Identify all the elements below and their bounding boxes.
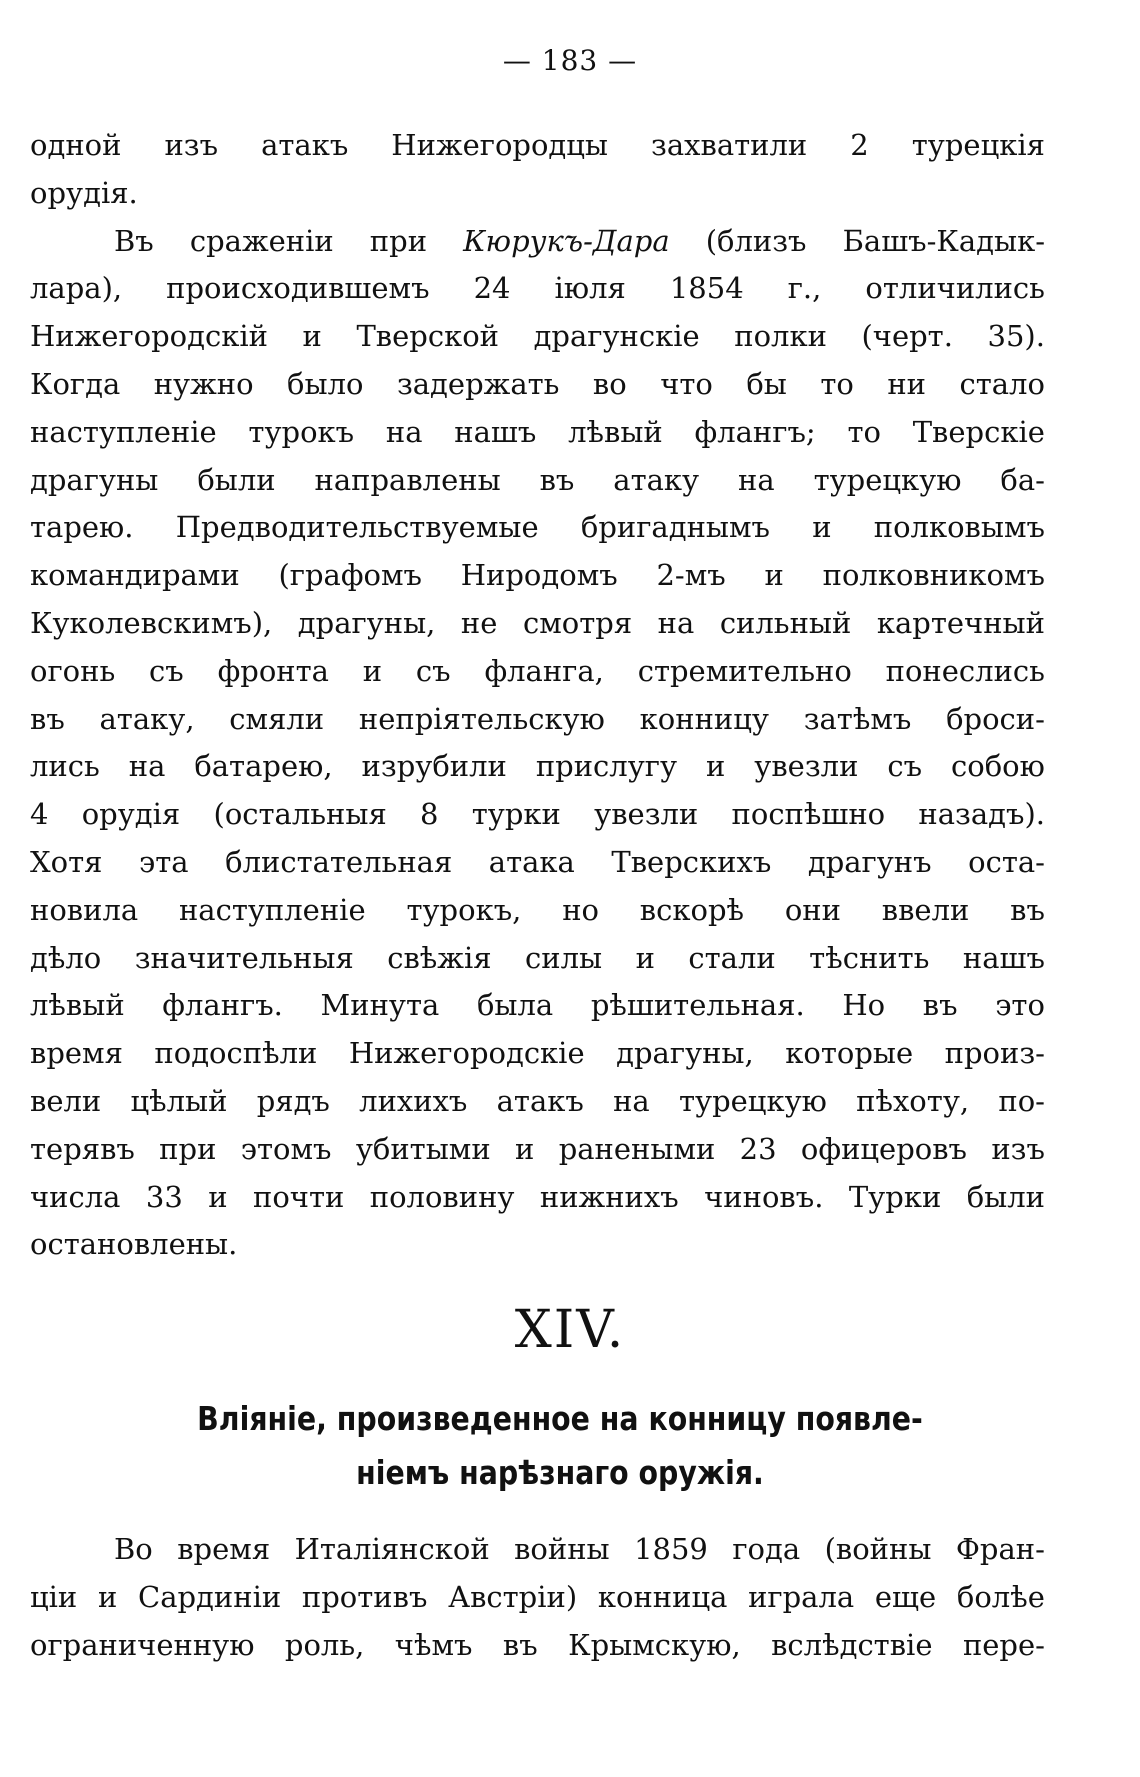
word: Во <box>114 1532 153 1566</box>
chapter-title-line: Вліяніе, произведенное на конницу появле- <box>197 1399 923 1438</box>
text-line <box>30 600 1045 648</box>
word: турокъ, <box>406 892 522 927</box>
word: и <box>97 1579 118 1614</box>
text-block-top <box>30 122 1045 1269</box>
word: назадъ). <box>918 797 1045 832</box>
word: было <box>287 366 364 401</box>
word: Нижегородцы <box>391 128 609 162</box>
word: Сардиніи <box>138 1579 282 1614</box>
word: блистательная <box>225 844 453 879</box>
word: и <box>635 940 655 975</box>
word: происходившемъ <box>166 271 430 306</box>
word: огонь <box>30 653 116 688</box>
text-line <box>30 218 1045 266</box>
word: драгуны, <box>297 605 436 640</box>
word: лись <box>30 749 100 784</box>
word: на <box>385 414 423 449</box>
word: на <box>613 1083 650 1118</box>
word: наступленіе <box>178 892 366 927</box>
word: драгунскіе <box>533 319 700 354</box>
word: флангъ. <box>162 988 283 1023</box>
word: (близъ <box>705 223 807 258</box>
word: въ <box>502 1627 538 1662</box>
text-line <box>30 409 1045 457</box>
word: (графомъ <box>278 558 422 593</box>
word: цѣлый <box>130 1083 228 1118</box>
word: Въ <box>114 223 154 258</box>
word: этомъ <box>240 1131 332 1166</box>
word: и <box>302 319 322 354</box>
text-line <box>30 1126 1045 1174</box>
word: 2-мъ <box>656 558 726 593</box>
word: которые <box>785 1036 914 1071</box>
word: нашъ <box>962 940 1045 975</box>
word: подоспѣли <box>154 1036 318 1071</box>
word: атакъ <box>496 1083 584 1118</box>
word: почти <box>252 1179 345 1214</box>
text-line <box>30 935 1045 983</box>
word: силы <box>525 940 603 975</box>
word: смяли <box>229 701 325 736</box>
text-line <box>30 313 1045 361</box>
word: были <box>197 462 276 497</box>
word: непріятельскую <box>358 701 605 736</box>
word: полковникомъ <box>822 558 1045 593</box>
word: турецкую <box>813 462 962 497</box>
word: съ <box>887 749 923 784</box>
word: Тверскіе <box>912 414 1045 449</box>
word: іюля <box>554 271 626 306</box>
text-line <box>30 1174 1045 1222</box>
word: Минута <box>320 988 440 1023</box>
word: играла <box>748 1579 855 1614</box>
word: Когда <box>30 366 121 401</box>
word: флангъ; <box>694 414 816 449</box>
word: что <box>660 366 713 401</box>
word: ни <box>887 366 927 401</box>
word: Хотя <box>30 844 103 879</box>
word: значительныя <box>134 940 354 975</box>
word: числа <box>30 1179 121 1214</box>
word: поспѣшно <box>731 797 886 832</box>
word: нижнихъ <box>539 1179 679 1214</box>
word: 33 <box>145 1179 183 1214</box>
word: 1859 <box>634 1532 708 1566</box>
word: и <box>812 510 832 545</box>
word: половину <box>369 1179 515 1214</box>
word: въ <box>1010 892 1045 927</box>
word: оста- <box>968 844 1045 879</box>
text-line <box>30 696 1045 744</box>
word: были <box>966 1179 1045 1214</box>
word: то <box>820 366 854 401</box>
text-line <box>30 743 1045 791</box>
word: нужно <box>153 366 254 401</box>
word: увезли <box>594 797 699 832</box>
word: Предводительствуемые <box>175 510 539 545</box>
word: вели <box>30 1083 102 1118</box>
word: Австріи) <box>448 1579 578 1614</box>
word: новила <box>30 892 139 927</box>
word: ранеными <box>558 1131 716 1166</box>
word: Куколевскимъ), <box>30 605 273 640</box>
word: рѣшительная. <box>590 988 805 1023</box>
word: 8 <box>420 797 439 832</box>
word: турки <box>471 797 561 832</box>
word: на <box>738 462 775 497</box>
word: въ <box>539 462 575 497</box>
text-line <box>30 1030 1045 1078</box>
word: прислугу <box>535 749 678 784</box>
paragraph <box>30 1526 1045 1669</box>
word: чиновъ. <box>704 1179 824 1214</box>
word: фронта <box>217 653 329 688</box>
word: драгунъ <box>807 844 932 879</box>
word: по- <box>998 1083 1045 1118</box>
text-line <box>30 1078 1045 1126</box>
word: противъ <box>301 1579 428 1614</box>
word: терявъ <box>30 1131 135 1166</box>
word: броси- <box>946 701 1045 736</box>
text-line <box>30 504 1045 552</box>
word: съ <box>415 653 451 688</box>
text-line <box>30 839 1045 887</box>
word: въ <box>30 701 65 736</box>
word: убитыми <box>355 1131 491 1166</box>
word: Но <box>842 988 886 1023</box>
word: орудія. <box>30 175 138 210</box>
word: конницу <box>639 701 769 736</box>
word: Турки <box>848 1179 942 1214</box>
word: 24 <box>473 271 511 306</box>
word: фланга, <box>484 653 604 688</box>
word: ціи <box>30 1579 78 1614</box>
word: года <box>732 1532 801 1566</box>
word: и <box>705 749 726 784</box>
word: батарею, <box>194 749 333 784</box>
word: чѣмъ <box>394 1627 473 1662</box>
word: стали <box>688 940 776 975</box>
word: конница <box>597 1579 728 1614</box>
word: командирами <box>30 558 240 593</box>
word: пѣхоту, <box>856 1083 970 1118</box>
word: ввели <box>881 892 970 927</box>
chapter-number: XIV. <box>514 1300 626 1360</box>
word: Италіянской <box>294 1532 490 1566</box>
word: время <box>177 1532 271 1566</box>
word: сильный <box>719 605 852 640</box>
word: атака <box>488 844 575 879</box>
word: на <box>657 605 695 640</box>
word: ограниченную <box>30 1627 255 1662</box>
word: вслѣдствіе <box>771 1627 933 1662</box>
word: увезли <box>754 749 859 784</box>
word: Башъ-Кадык- <box>842 223 1045 258</box>
word: изрубили <box>361 749 507 784</box>
word: драгуны, <box>616 1036 754 1071</box>
word: съ <box>149 653 184 688</box>
word: эта <box>139 844 189 879</box>
word: была <box>476 988 554 1023</box>
word: Фран- <box>955 1532 1045 1566</box>
word: и <box>362 653 383 688</box>
word: орудія <box>81 797 181 832</box>
word: болѣе <box>956 1579 1045 1614</box>
word: вскорѣ <box>639 892 745 927</box>
word: это <box>995 988 1045 1023</box>
word: бригаднымъ <box>580 510 770 545</box>
text-line <box>30 170 1045 218</box>
word: въ <box>922 988 958 1023</box>
paragraph <box>30 122 1045 218</box>
word: смотря <box>522 605 633 640</box>
word: Нижегородскій <box>30 319 268 354</box>
word: свѣжія <box>387 940 492 975</box>
word: лара), <box>30 271 123 306</box>
word: во <box>592 366 627 401</box>
word: стало <box>959 366 1045 401</box>
text-line <box>30 361 1045 409</box>
page-number: — 183 — <box>502 44 638 77</box>
word: войны <box>514 1532 610 1566</box>
word: рядъ <box>256 1083 330 1118</box>
word: атаку <box>613 462 700 497</box>
word: произ- <box>944 1036 1045 1071</box>
word: тарею. <box>30 510 134 545</box>
word: направлены <box>314 462 501 497</box>
word: Крымскую, <box>568 1627 741 1662</box>
word: 1854 <box>669 271 744 306</box>
word: затѣмъ <box>803 701 912 736</box>
word: на <box>128 749 166 784</box>
word: бы <box>746 366 787 401</box>
word: остановлены. <box>30 1227 238 1262</box>
word: собою <box>951 749 1045 784</box>
text-line <box>30 1221 1045 1269</box>
word: и <box>208 1179 228 1214</box>
word: лихихъ <box>359 1083 468 1118</box>
paragraph <box>30 218 1045 1270</box>
word: 23 <box>739 1131 777 1166</box>
word: время <box>30 1036 123 1071</box>
word: одной <box>30 128 122 162</box>
word: атакъ <box>261 128 349 162</box>
word: ба- <box>1000 462 1045 497</box>
word: 2 <box>850 128 869 162</box>
word: турецкую <box>678 1083 827 1118</box>
text-line <box>30 887 1045 935</box>
word: лѣвый <box>30 988 125 1023</box>
word: атаку, <box>99 701 195 736</box>
word: сраженіи <box>189 223 334 258</box>
word: драгуны <box>30 462 159 497</box>
word: при <box>369 223 428 258</box>
text-line <box>30 122 1045 170</box>
chapter-title <box>130 1392 990 1500</box>
word: отличились <box>865 271 1045 306</box>
word: (войны <box>824 1532 932 1566</box>
word: но <box>562 892 599 927</box>
word: роль, <box>284 1627 365 1662</box>
word: турецкія <box>911 128 1045 162</box>
word: полковымъ <box>873 510 1045 545</box>
text-line <box>30 1622 1045 1670</box>
word: захватили <box>651 128 808 162</box>
word: стремительно <box>637 653 852 688</box>
word: (остальныя <box>213 797 387 832</box>
word: 4 <box>30 797 49 832</box>
word: не <box>460 605 498 640</box>
word: и <box>764 558 784 593</box>
word: Нижегородскіе <box>348 1036 585 1071</box>
word: понеслись <box>885 653 1045 688</box>
text-line <box>30 552 1045 600</box>
word: Кюрукъ-Дара <box>463 223 670 258</box>
word: и <box>515 1131 535 1166</box>
word: турокъ <box>248 414 355 449</box>
word: картечный <box>876 605 1045 640</box>
text-line <box>30 982 1045 1030</box>
word: Тверской <box>356 319 499 354</box>
word: задержать <box>396 366 560 401</box>
word: пере- <box>962 1627 1045 1662</box>
word: Тверскихъ <box>611 844 772 879</box>
word: дѣло <box>30 940 102 975</box>
word: наступленіе <box>30 414 217 449</box>
text-line <box>30 1526 1045 1574</box>
word: изъ <box>991 1131 1045 1166</box>
word: полки <box>734 319 827 354</box>
word: Ниродомъ <box>460 558 618 593</box>
word: они <box>784 892 841 927</box>
text-line <box>30 648 1045 696</box>
text-line <box>30 1574 1045 1622</box>
word: то <box>847 414 881 449</box>
text-line <box>30 457 1045 505</box>
word: при <box>159 1131 217 1166</box>
word: офицеровъ <box>800 1131 968 1166</box>
word: тѣснить <box>809 940 930 975</box>
word: г., <box>787 271 822 306</box>
text-block-bottom <box>30 1526 1045 1669</box>
word: изъ <box>164 128 219 162</box>
word: (черт. <box>861 319 953 354</box>
word: лѣвый <box>568 414 663 449</box>
word: 35). <box>987 319 1045 354</box>
chapter-title-line: ніемъ нарѣзнаго оружія. <box>356 1453 764 1492</box>
word: нашъ <box>454 414 537 449</box>
text-line <box>30 265 1045 313</box>
text-line <box>30 791 1045 839</box>
word: еще <box>874 1579 937 1614</box>
